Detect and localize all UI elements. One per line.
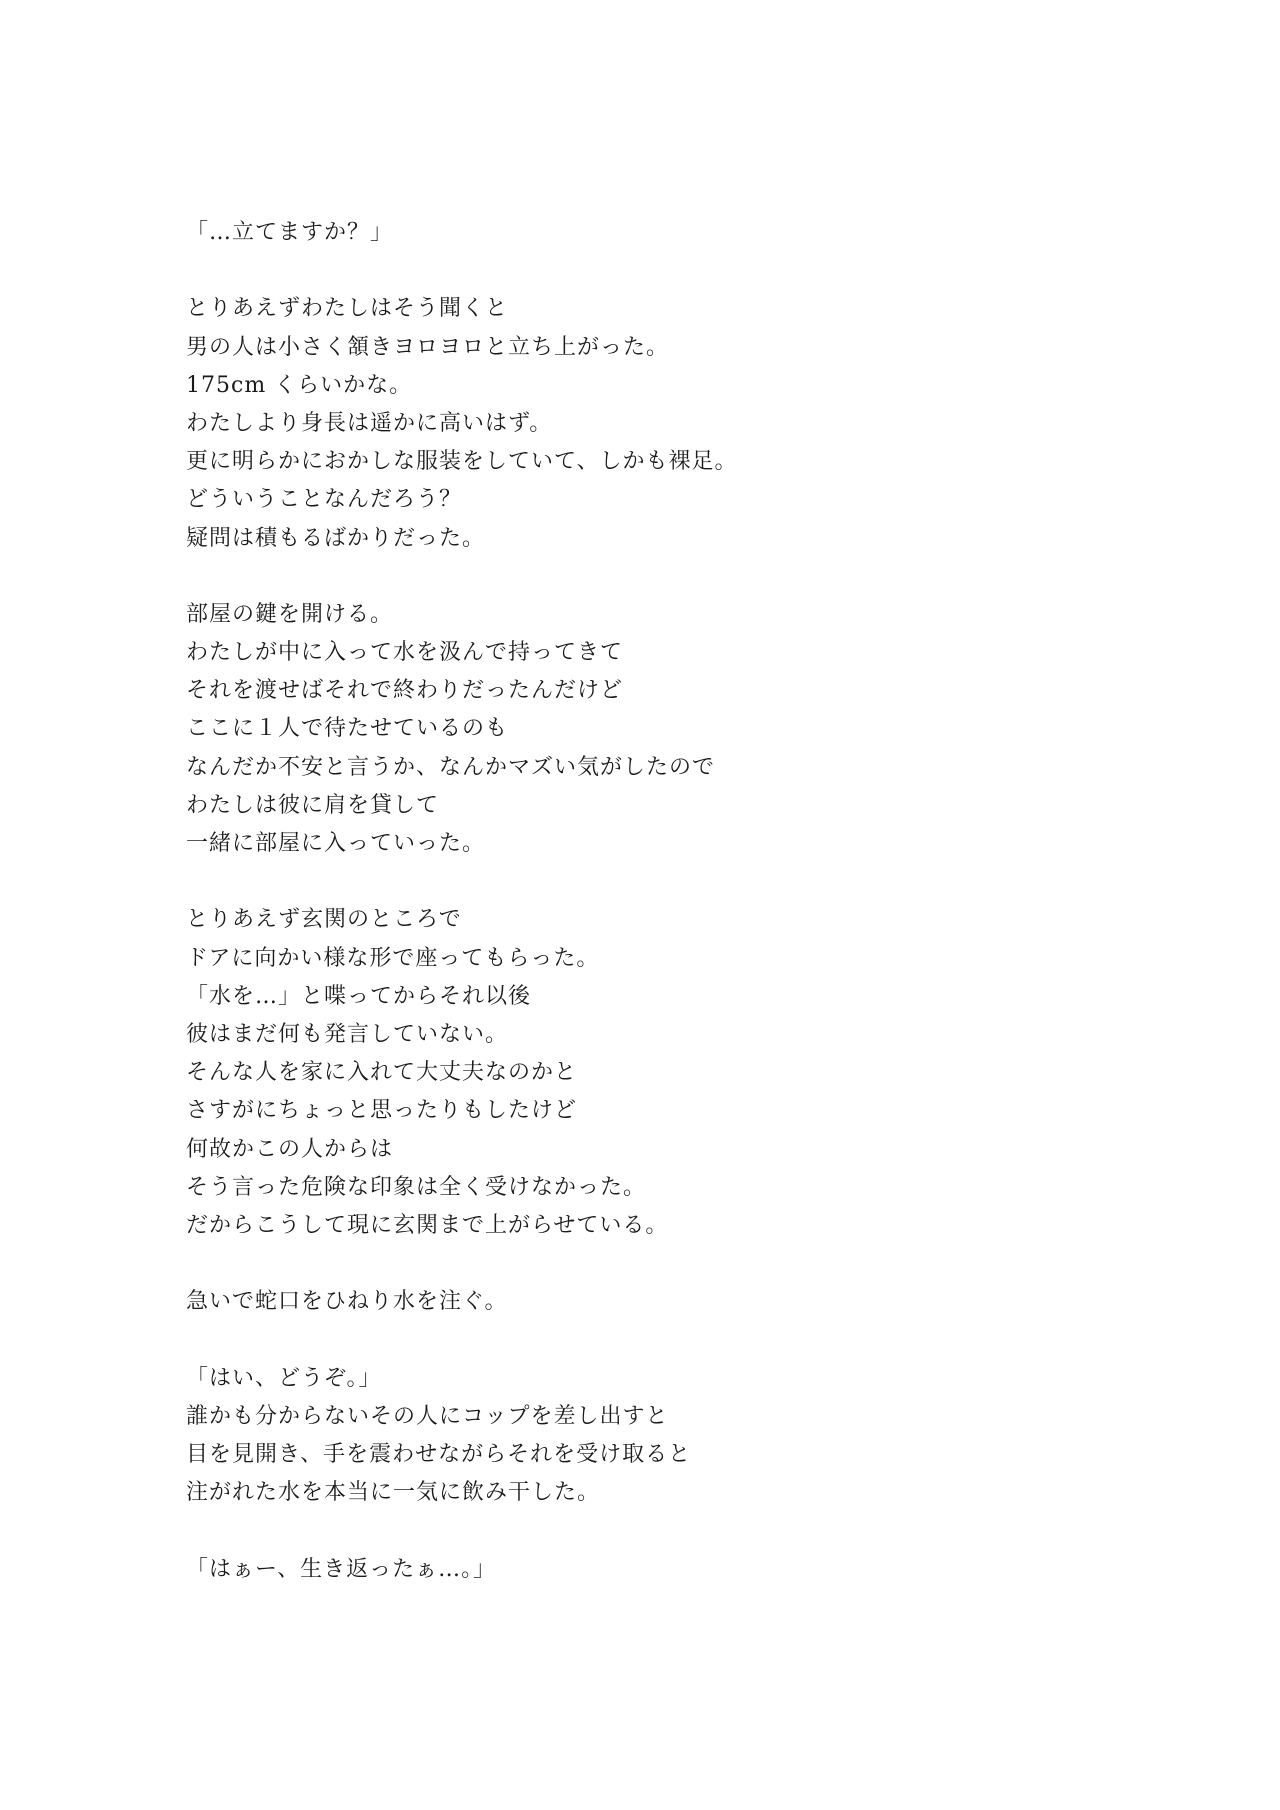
text-line: 男の人は小さく頷きヨロヨロと立ち上がった。: [186, 334, 670, 360]
text-line: わたしが中に入って水を汲んで持ってきて: [186, 640, 624, 666]
text-line: 「はぁー、生き返ったぁ…。」: [186, 1556, 497, 1582]
text-line: ここに１人で待たせているのも: [186, 716, 509, 742]
paragraph: [186, 901, 1086, 1245]
paragraph: [186, 596, 1086, 863]
paragraph: [186, 1551, 1086, 1589]
text-line: とりあえずわたしはそう聞くと: [186, 296, 509, 322]
text-line: それを渡せばそれで終わりだったんだけど: [186, 678, 624, 704]
paragraph: [186, 214, 1086, 252]
text-line: わたしより身長は遥かに高いはず。: [186, 410, 553, 436]
text-line: 一緒に部屋に入っていった。: [186, 831, 486, 856]
text-line: そう言った危険な印象は全く受けなかった。: [186, 1174, 647, 1200]
text-line: 部屋の鍵を開ける。: [186, 601, 394, 627]
text-line: 誰かも分からないその人にコップを差し出すと: [186, 1403, 669, 1429]
text-line: そんな人を家に入れて大丈夫なのかと: [186, 1060, 578, 1086]
text-line: 「はい、どうぞ。」: [186, 1365, 382, 1391]
paragraph: [186, 1360, 1086, 1513]
text-line: 175cm くらいかな。: [186, 372, 413, 398]
text-line: なんだか不安と言うか、なんかマズい気がしたので: [186, 754, 716, 780]
text-line: どういうことなんだろう？: [186, 487, 463, 513]
paragraph-gap: [186, 1321, 1086, 1359]
paragraph-gap: [186, 252, 1086, 290]
text-body: [186, 214, 1086, 1589]
paragraph-gap: [186, 863, 1086, 901]
text-line: わたしは彼に肩を貸して: [186, 792, 440, 818]
text-line: 「…立てますか？」: [186, 220, 394, 245]
text-line: 「水を…」と喋ってからそれ以後: [186, 983, 532, 1009]
text-line: だからこうして現に玄関まで上がらせている。: [186, 1212, 669, 1238]
text-line: 更に明らかにおかしな服装をしていて、しかも裸足。: [186, 449, 738, 475]
text-line: 彼はまだ何も発言していない。: [186, 1021, 509, 1047]
text-line: さすがにちょっと思ったりもしたけど: [186, 1098, 578, 1124]
text-line: 疑問は積もるばかりだった。: [186, 525, 486, 551]
paragraph-gap: [186, 558, 1086, 596]
paragraph-gap: [186, 1245, 1086, 1283]
text-line: ドアに向かい様な形で座ってもらった。: [186, 945, 600, 971]
paragraph: [186, 290, 1086, 557]
paragraph-gap: [186, 1512, 1086, 1550]
text-line: 何故かこの人からは: [186, 1136, 394, 1162]
text-line: とりあえず玄関のところで: [186, 907, 462, 933]
text-line: 急いで蛇口をひねり水を注ぐ。: [186, 1289, 508, 1315]
paragraph: [186, 1283, 1086, 1321]
text-line: 目を見開き、手を震わせながらそれを受け取ると: [186, 1442, 692, 1467]
text-line: 注がれた水を本当に一気に飲み干した。: [186, 1480, 601, 1506]
